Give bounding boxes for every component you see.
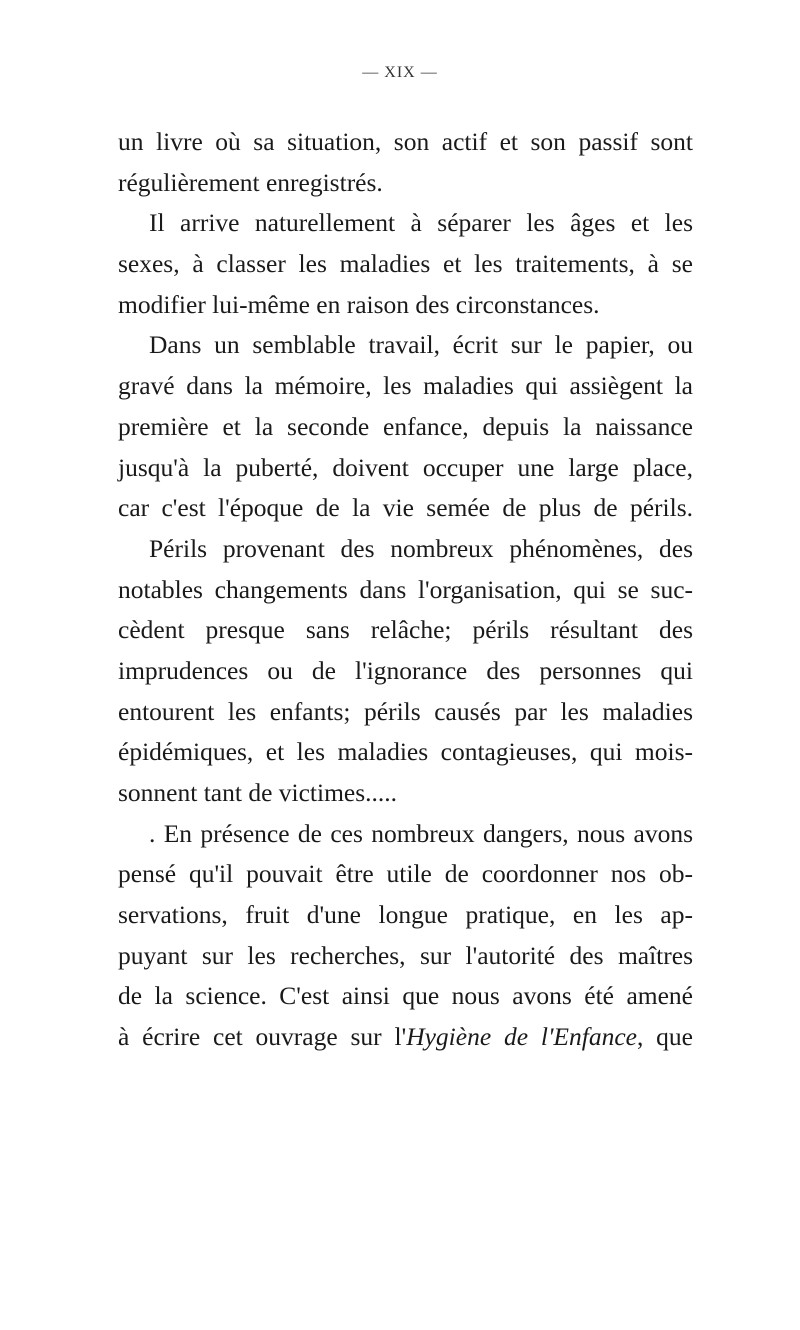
text-line: un livre où sa situation, son actif et son passif sont [118, 127, 693, 156]
text-line: Périls provenant des nombreux phénomènes, des [149, 533, 693, 563]
text-line: régulièrement enregistrés. [118, 167, 383, 197]
page-number: — XIX — [362, 64, 438, 81]
text-line: modifier lui-même en raison des circonstances. [118, 289, 600, 319]
text-line: Dans un semblable travail, écrit sur le papier, ou [149, 330, 693, 360]
text-line: de la science. C'est ainsi que nous avons été amené [118, 981, 693, 1011]
text-line: jusqu'à la puberté, doivent occuper une large place, [118, 452, 693, 482]
text-line: sexes, à classer les maladies et les traitements, à se [118, 249, 693, 279]
text-line: sonnent tant de victimes..... [118, 778, 398, 807]
text-line: puyant sur les recherches, sur l'autorité des maîtres [118, 940, 693, 970]
text-line [118, 1017, 693, 1058]
text-line: gravé dans la mémoire, les maladies qui assiègent la [118, 371, 693, 401]
text-line: pensé qu'il pouvait être utile de coordonner nos ob- [118, 859, 693, 889]
text-line: entourent les enfants; périls causés par les maladies [118, 696, 693, 726]
text-line: car c'est l'époque de la vie semée de plus de périls. [118, 493, 693, 523]
text-line: première et la seconde enfance, depuis la naissance [118, 411, 693, 441]
text-line: . En présence de ces nombreux dangers, nous avons [149, 818, 693, 848]
text-fragment: , que [636, 1022, 693, 1052]
text-line: épidémiques, et les maladies contagieuses, qui mois- [118, 737, 693, 767]
text-line: servations, fruit d'une longue pratique, en les ap- [118, 900, 693, 930]
text-line: Il arrive naturellement à séparer les âges et les [149, 208, 693, 238]
text-line: imprudences ou de l'ignorance des personnes qui [118, 655, 693, 685]
text-line: notables changements dans l'organisation, qui se suc- [118, 574, 693, 604]
book-title: Hygiène de l'Enfance [406, 1022, 637, 1052]
text-line: cèdent presque sans relâche; périls résultant des [118, 615, 693, 645]
text-fragment: à écrire cet ouvrage sur l' [118, 1022, 407, 1052]
body-text [118, 122, 693, 1058]
